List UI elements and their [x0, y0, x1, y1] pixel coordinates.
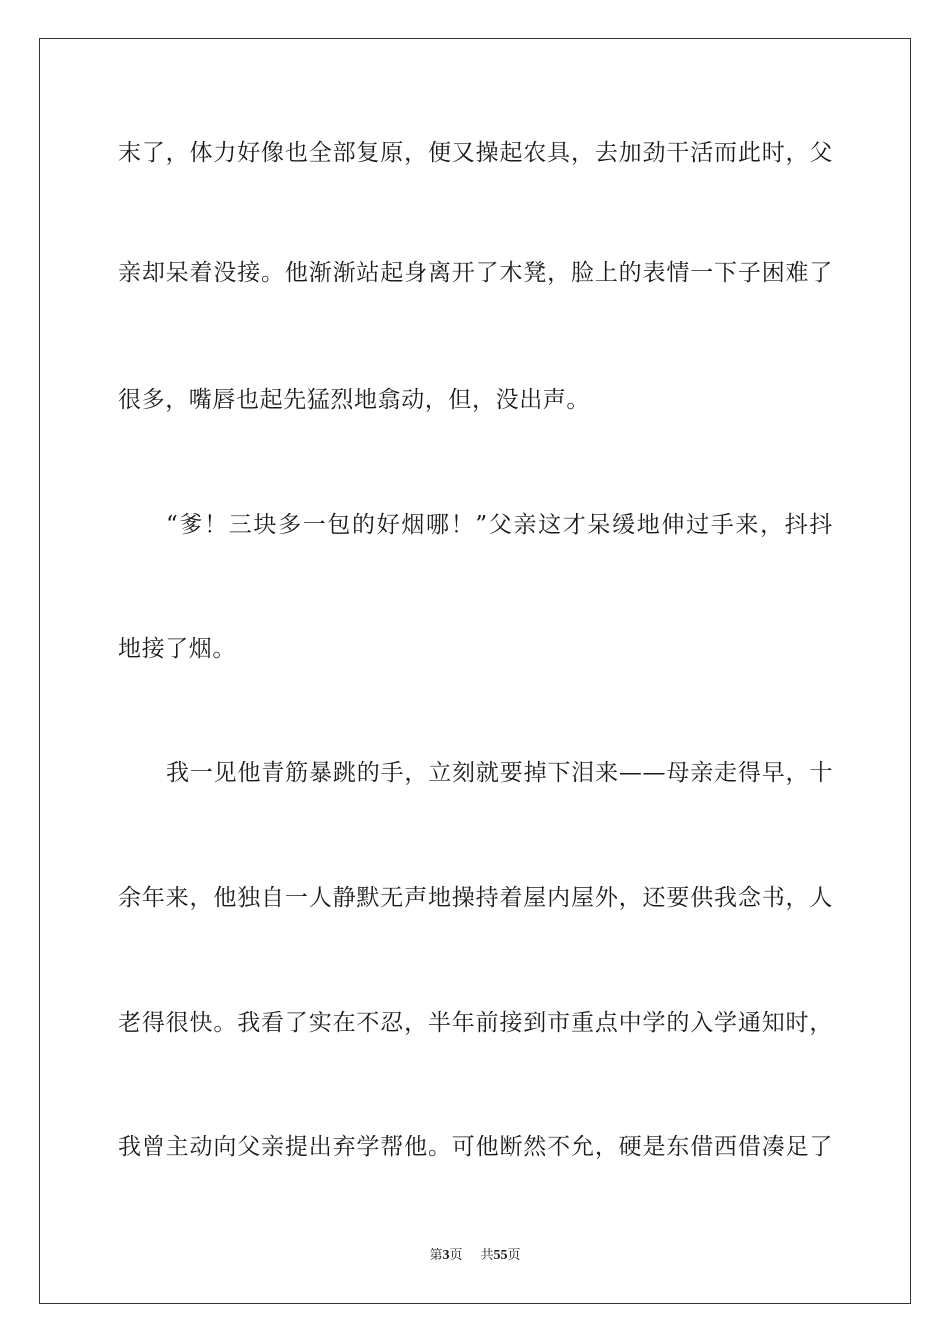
paragraph-line-3: 很多，嘴唇也起先猛烈地翕动，但，没出声。	[118, 387, 590, 413]
page-label-prefix: 第	[429, 1248, 443, 1263]
total-label-prefix: 共	[480, 1248, 494, 1263]
page-border	[39, 38, 911, 1304]
paragraph-line-4: “爹！三块多一包的好烟哪！”父亲这才呆缓地伸过手来，抖抖	[166, 512, 833, 538]
total-pages: 55	[493, 1248, 508, 1263]
page-label-suffix: 页	[449, 1248, 463, 1263]
total-label-suffix: 页	[507, 1248, 521, 1263]
page-number: 3	[442, 1248, 450, 1263]
paragraph-line-5: 地接了烟。	[118, 636, 236, 662]
paragraph-line-2: 亲却呆着没接。他渐渐站起身离开了木凳，脸上的表情一下子困难了	[118, 260, 833, 286]
paragraph-line-6: 我一见他青筋暴跳的手，立刻就要掉下泪来——母亲走得早，十	[166, 760, 833, 786]
paragraph-line-9: 我曾主动向父亲提出弃学帮他。可他断然不允，硬是东借西借凑足了	[118, 1134, 833, 1160]
page-footer	[0, 1247, 950, 1265]
paragraph-line-7: 余年来，他独自一人静默无声地操持着屋内屋外，还要供我念书，人	[118, 885, 833, 911]
paragraph-line-8: 老得很快。我看了实在不忍，半年前接到市重点中学的入学通知时，	[118, 1010, 833, 1036]
paragraph-line-1: 末了，体力好像也全部复原，便又操起农具，去加劲干活而此时，父	[118, 140, 833, 166]
